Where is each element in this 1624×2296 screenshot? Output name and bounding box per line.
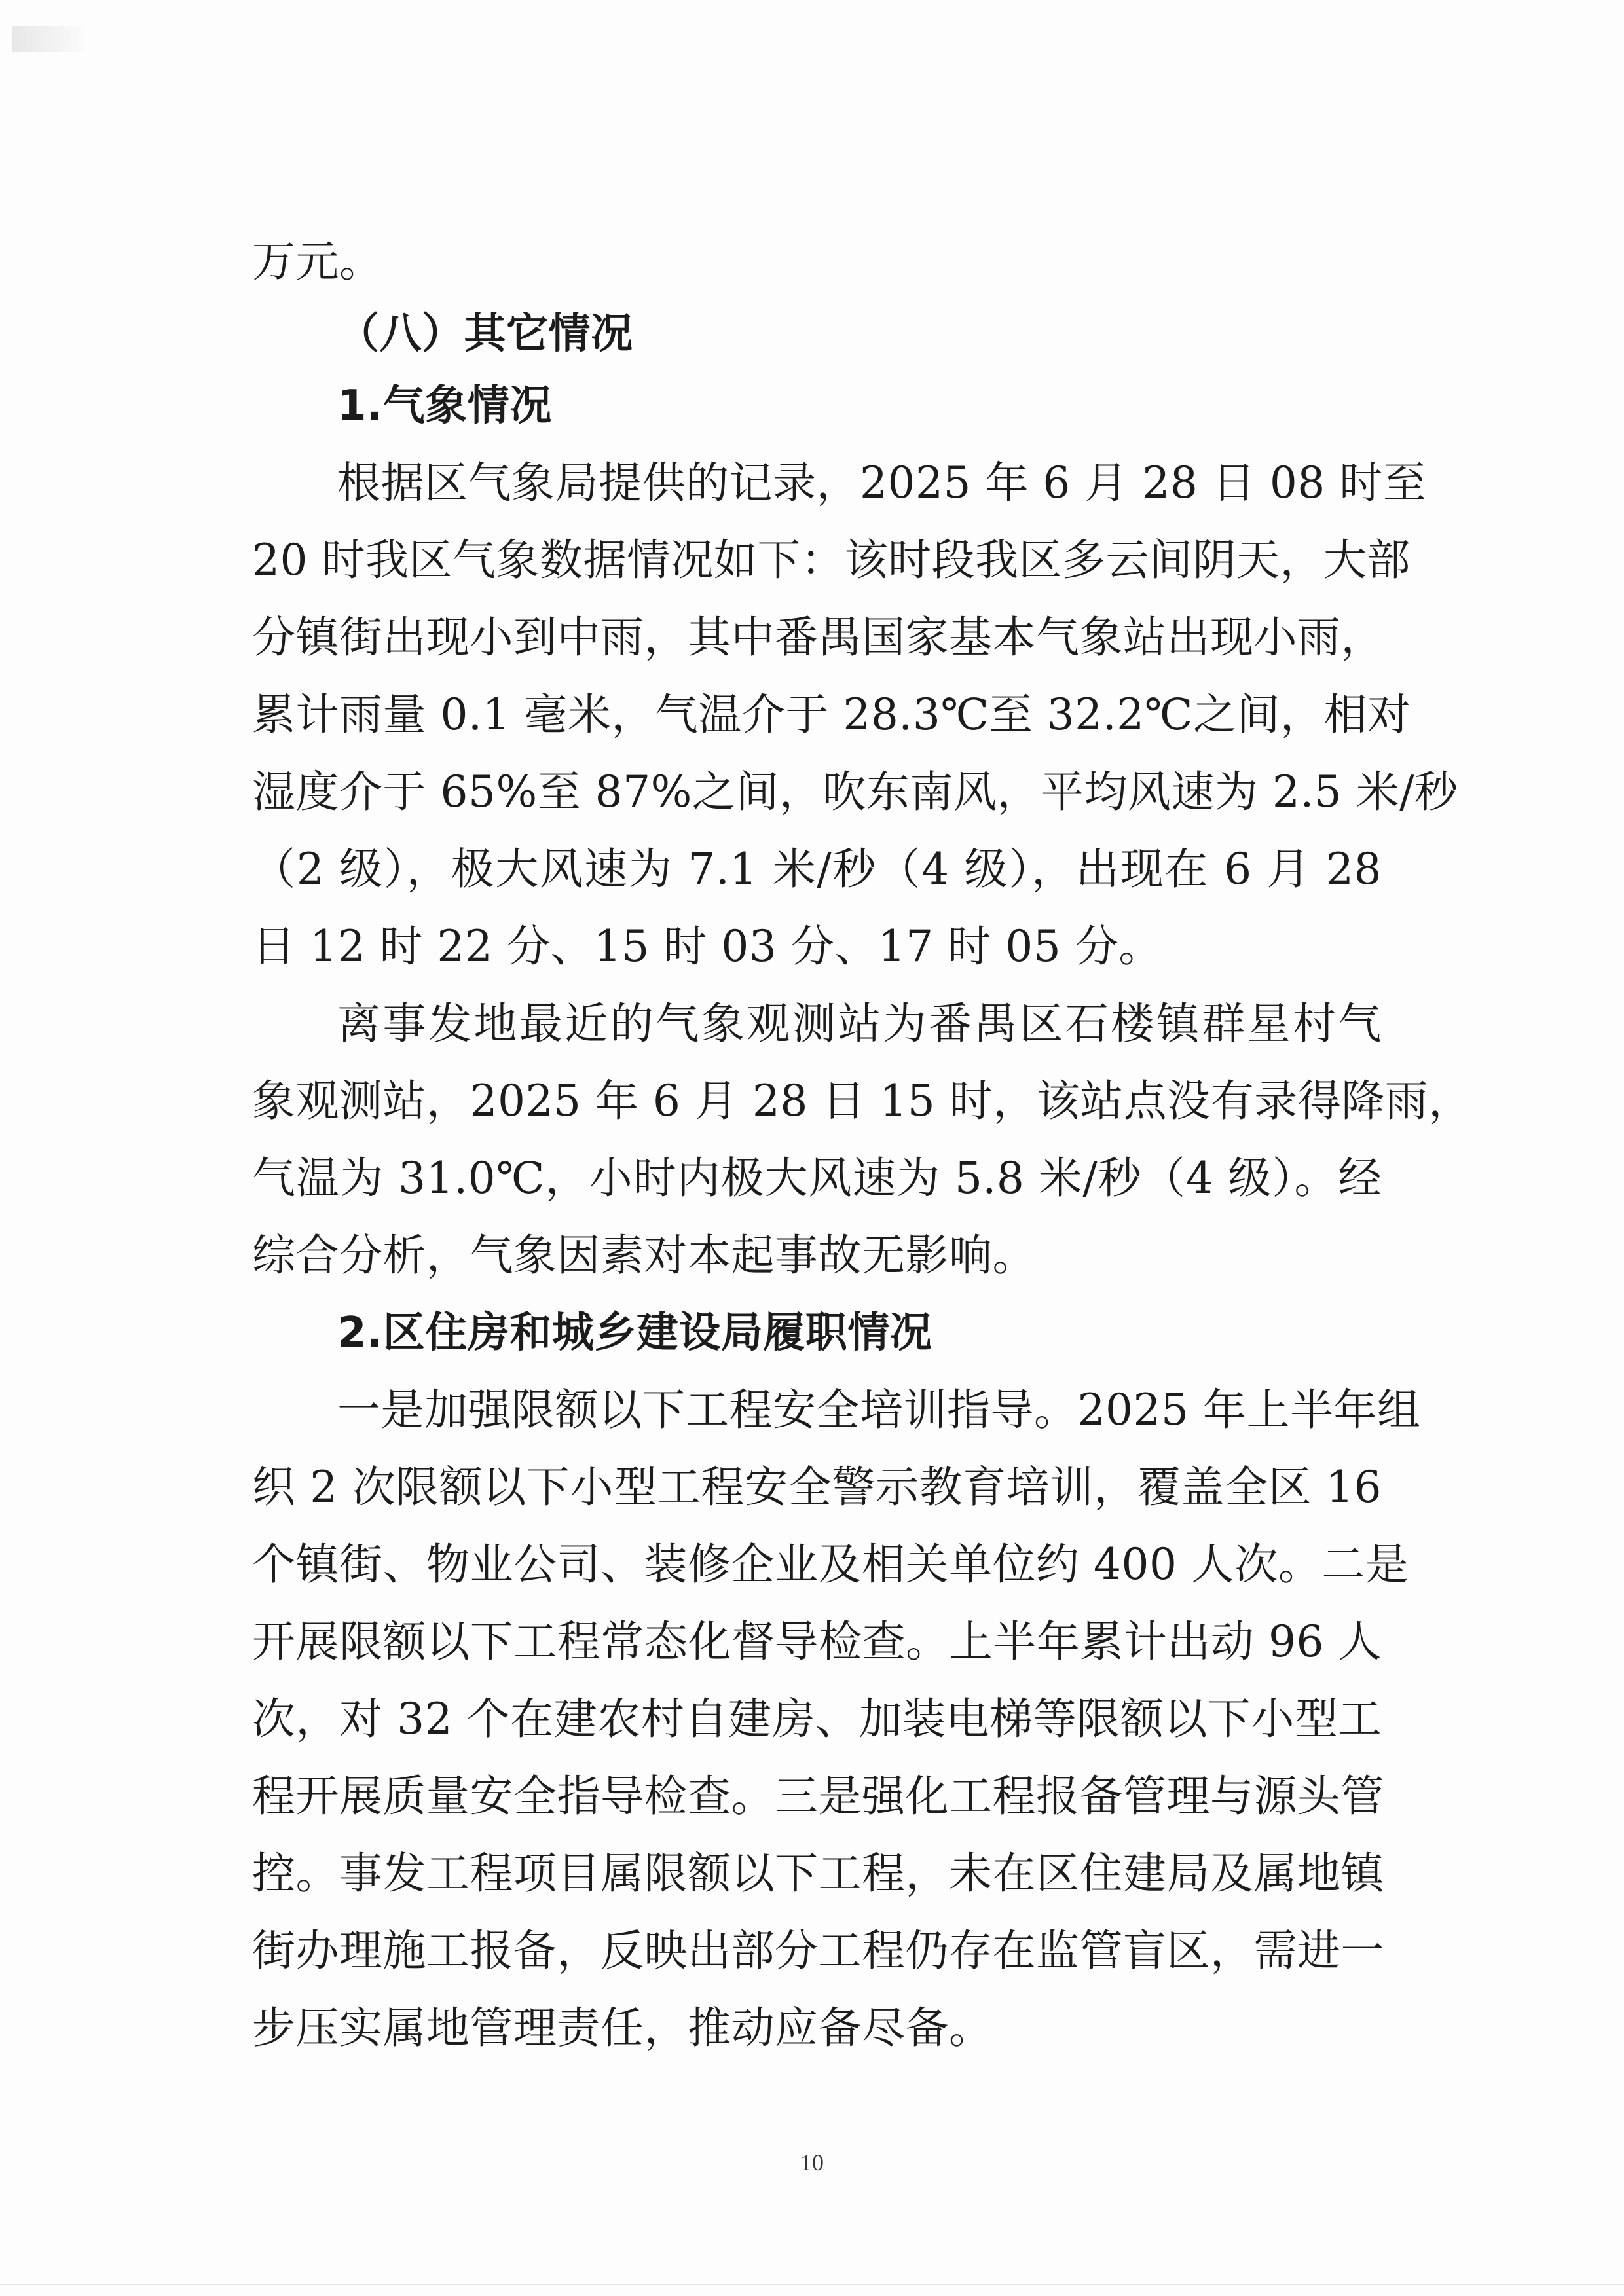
- weather-paragraph-line: 根据区气象局提供的记录，2025 年 6 月 28 日 08 时至: [337, 458, 1427, 508]
- housing-paragraph-line: 街办理施工报备，反映出部分工程仍存在监管盲区，需进一: [252, 1925, 1384, 1976]
- subheading-housing-bureau: 2.区住房和城乡建设局履职情况: [337, 1309, 932, 1357]
- station-paragraph-line: 象观测站，2025 年 6 月 28 日 15 时，该站点没有录得降雨，: [252, 1076, 1472, 1126]
- weather-paragraph-line: 湿度介于 65%至 87%之间，吹东南风，平均风速为 2.5 米/秒: [252, 767, 1458, 817]
- weather-paragraph-line: 分镇街出现小到中雨，其中番禺国家基本气象站出现小雨，: [252, 612, 1384, 663]
- weather-paragraph-line: 日 12 时 22 分、15 时 03 分、17 时 05 分。: [252, 921, 1162, 972]
- page-number: 10: [800, 2149, 824, 2176]
- weather-paragraph-line: 累计雨量 0.1 毫米，气温介于 28.3℃至 32.2℃之间，相对: [252, 689, 1411, 740]
- subheading-weather: 1.气象情况: [337, 382, 552, 430]
- housing-paragraph-line: 程开展质量安全指导检查。三是强化工程报备管理与源头管: [252, 1771, 1384, 1821]
- station-paragraph-line: 离事发地最近的气象观测站为番禺区石楼镇群星村气: [337, 998, 1382, 1049]
- housing-paragraph-line: 开展限额以下工程常态化督导检查。上半年累计出动 96 人: [252, 1616, 1382, 1667]
- housing-paragraph-line: 次，对 32 个在建农村自建房、加装电梯等限额以下小型工: [252, 1694, 1382, 1744]
- housing-paragraph-line: 织 2 次限额以下小型工程安全警示教育培训，覆盖全区 16: [252, 1462, 1382, 1512]
- housing-paragraph-line: 步压实属地管理责任，推动应备尽备。: [252, 2003, 993, 2053]
- scan-bottom-edge: [0, 2284, 1624, 2285]
- housing-paragraph-line: 个镇街、物业公司、装修企业及相关单位约 400 人次。二是: [252, 1539, 1409, 1590]
- station-paragraph-line: 气温为 31.0℃，小时内极大风速为 5.8 米/秒（4 级）。经: [252, 1153, 1382, 1203]
- paragraph-continuation: 万元。: [252, 236, 383, 287]
- weather-paragraph-line: 20 时我区气象数据情况如下：该时段我区多云间阴天，大部: [252, 535, 1411, 585]
- housing-paragraph-line: 控。事发工程项目属限额以下工程，未在区住建局及属地镇: [252, 1848, 1384, 1899]
- section-heading-other: （八）其它情况: [337, 310, 633, 358]
- scan-corner-mark: [12, 26, 84, 52]
- housing-paragraph-line: 一是加强限额以下工程安全培训指导。2025 年上半年组: [337, 1385, 1421, 1435]
- weather-paragraph-line: （2 级），极大风速为 7.1 米/秒（4 级），出现在 6 月 28: [252, 844, 1382, 894]
- station-paragraph-line: 综合分析，气象因素对本起事故无影响。: [252, 1230, 1036, 1281]
